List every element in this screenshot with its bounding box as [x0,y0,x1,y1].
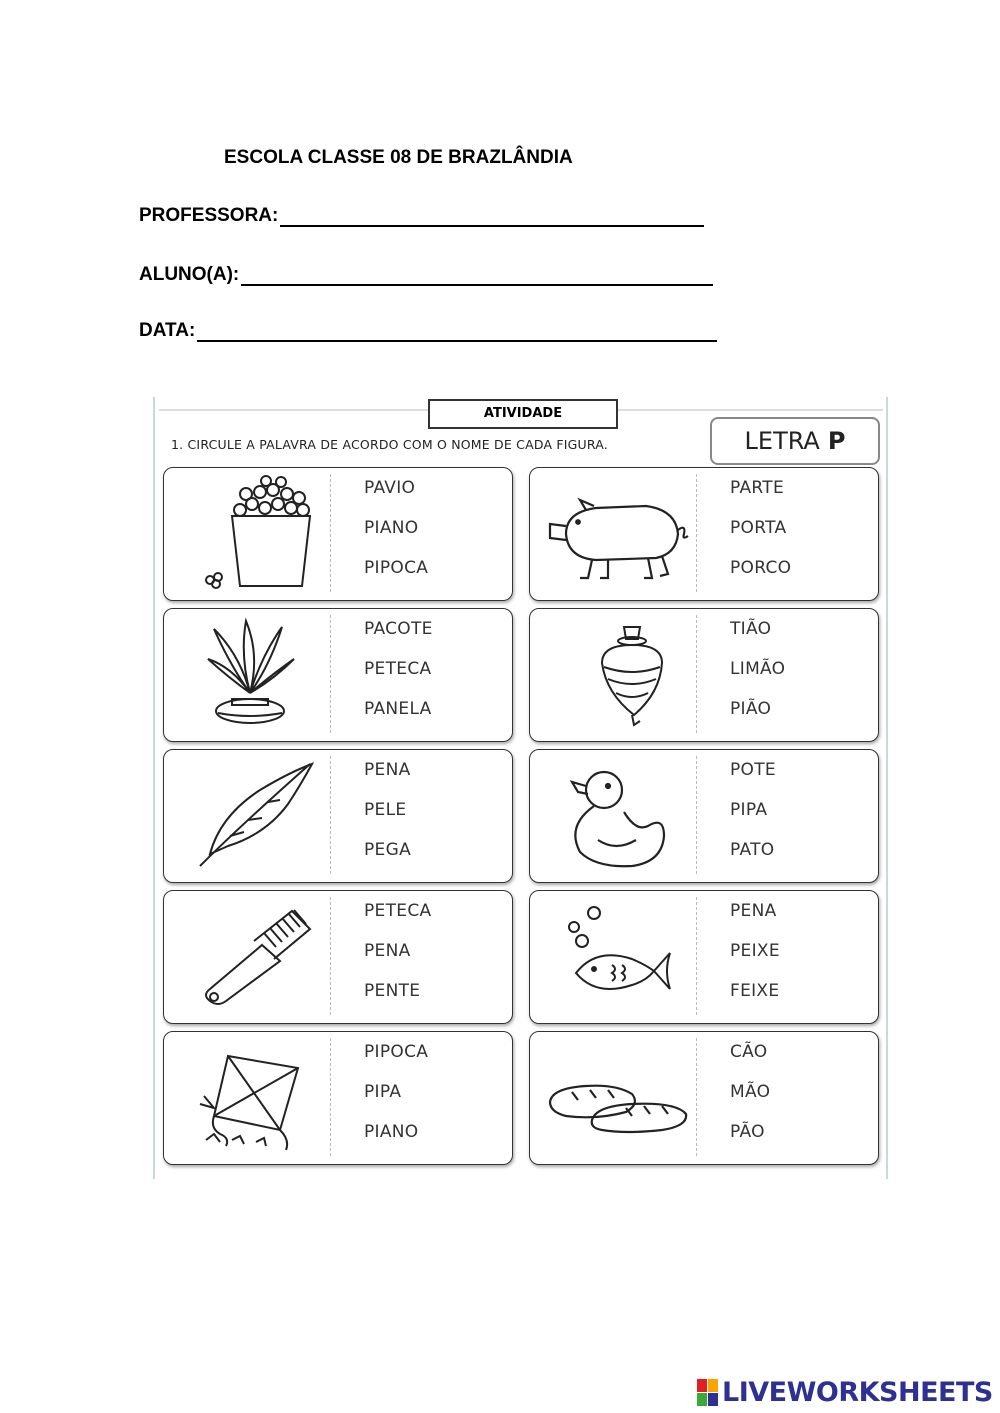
word-option[interactable]: PELE [364,800,407,820]
card-divider [696,756,697,874]
logo-square-red [697,1379,707,1392]
word-option[interactable]: PETECA [364,659,432,679]
word-option[interactable]: PIPA [364,1082,402,1102]
liveworksheets-logo-icon [697,1379,718,1406]
word-option[interactable]: PIÃO [730,699,772,719]
card-divider [696,897,697,1015]
word-option[interactable]: CÃO [730,1042,768,1062]
word-option[interactable]: PENA [364,941,411,961]
word-option[interactable]: PIANO [364,1122,419,1142]
word-options [364,1042,504,1162]
word-card-feather [163,749,513,883]
logo-square-orange [708,1379,718,1392]
word-option[interactable]: PAVIO [364,478,416,498]
word-options [364,478,504,598]
word-card-popcorn [163,467,513,601]
word-options [730,1042,870,1162]
brand-text: LIVEWORKSHEETS [722,1376,993,1408]
word-options [730,760,870,880]
word-option[interactable]: PÃO [730,1122,765,1142]
word-option[interactable]: PETECA [364,901,432,921]
word-card-pig [529,467,879,601]
word-options [730,901,870,1021]
date-label: DATA: [139,320,196,341]
sheet-left-border [153,397,155,1179]
word-option[interactable]: PIANO [364,518,419,538]
word-option[interactable]: FEIXE [730,981,780,1001]
word-option[interactable]: LIMÃO [730,659,786,679]
word-options [364,901,504,1021]
teacher-label: PROFESSORA: [139,205,279,226]
word-card-spinning-top [529,608,879,742]
word-options [730,478,870,598]
comb-icon [170,897,325,1017]
word-card-bread [529,1031,879,1165]
word-option[interactable]: PORTA [730,518,787,538]
word-option[interactable]: PIPA [730,800,768,820]
word-card-fish [529,890,879,1024]
fish-icon [536,897,691,1017]
card-divider [330,474,331,592]
sheet-right-border [886,397,888,1179]
word-card-comb [163,890,513,1024]
teacher-input-line[interactable] [280,207,704,227]
worksheet-activity [153,397,888,1179]
activity-title: ATIVIDADE [428,399,618,429]
kite-icon [170,1038,325,1158]
card-divider [696,615,697,733]
word-option[interactable]: PEGA [364,840,411,860]
bread-icon [536,1038,691,1158]
duck-icon [536,756,691,876]
spinning-top-icon [536,615,691,735]
card-divider [330,756,331,874]
activity-instruction: 1. CIRCULE A PALAVRA DE ACORDO COM O NOME DE CADA FIGURA. [171,437,608,452]
word-option[interactable]: PIPOCA [364,558,429,578]
logo-square-green [697,1393,707,1406]
student-input-line[interactable] [241,266,713,286]
word-card-shuttlecock [163,608,513,742]
word-option[interactable]: PENTE [364,981,421,1001]
word-card-kite [163,1031,513,1165]
liveworksheets-brand[interactable] [697,1375,993,1409]
word-card-duck [529,749,879,883]
letter-badge-letter: P [827,427,846,455]
pig-icon [536,474,691,594]
letter-badge [710,417,880,465]
letter-badge-word: LETRA [744,427,820,455]
card-divider [696,474,697,592]
shuttlecock-icon [170,615,325,735]
date-field [139,320,717,342]
word-option[interactable]: PENA [364,760,411,780]
card-divider [330,1038,331,1156]
student-field [139,264,713,286]
school-title: ESCOLA CLASSE 08 DE BRAZLÂNDIA [224,147,573,168]
student-label: ALUNO(A): [139,264,240,285]
card-divider [696,1038,697,1156]
card-divider [330,897,331,1015]
card-divider [330,615,331,733]
word-option[interactable]: PENA [730,901,777,921]
word-option[interactable]: PARTE [730,478,784,498]
teacher-field [139,205,704,227]
logo-square-blue [708,1393,718,1406]
word-option[interactable]: PEIXE [730,941,780,961]
word-option[interactable]: TIÃO [730,619,772,639]
word-option[interactable]: PIPOCA [364,1042,429,1062]
word-options [364,760,504,880]
word-option[interactable]: PACOTE [364,619,433,639]
word-option[interactable]: POTE [730,760,776,780]
word-option[interactable]: PATO [730,840,775,860]
popcorn-icon [170,474,325,594]
word-options [730,619,870,739]
word-option[interactable]: PANELA [364,699,432,719]
word-option[interactable]: PORCO [730,558,792,578]
date-input-line[interactable] [197,322,717,342]
feather-icon [170,756,325,876]
word-option[interactable]: MÃO [730,1082,771,1102]
word-options [364,619,504,739]
